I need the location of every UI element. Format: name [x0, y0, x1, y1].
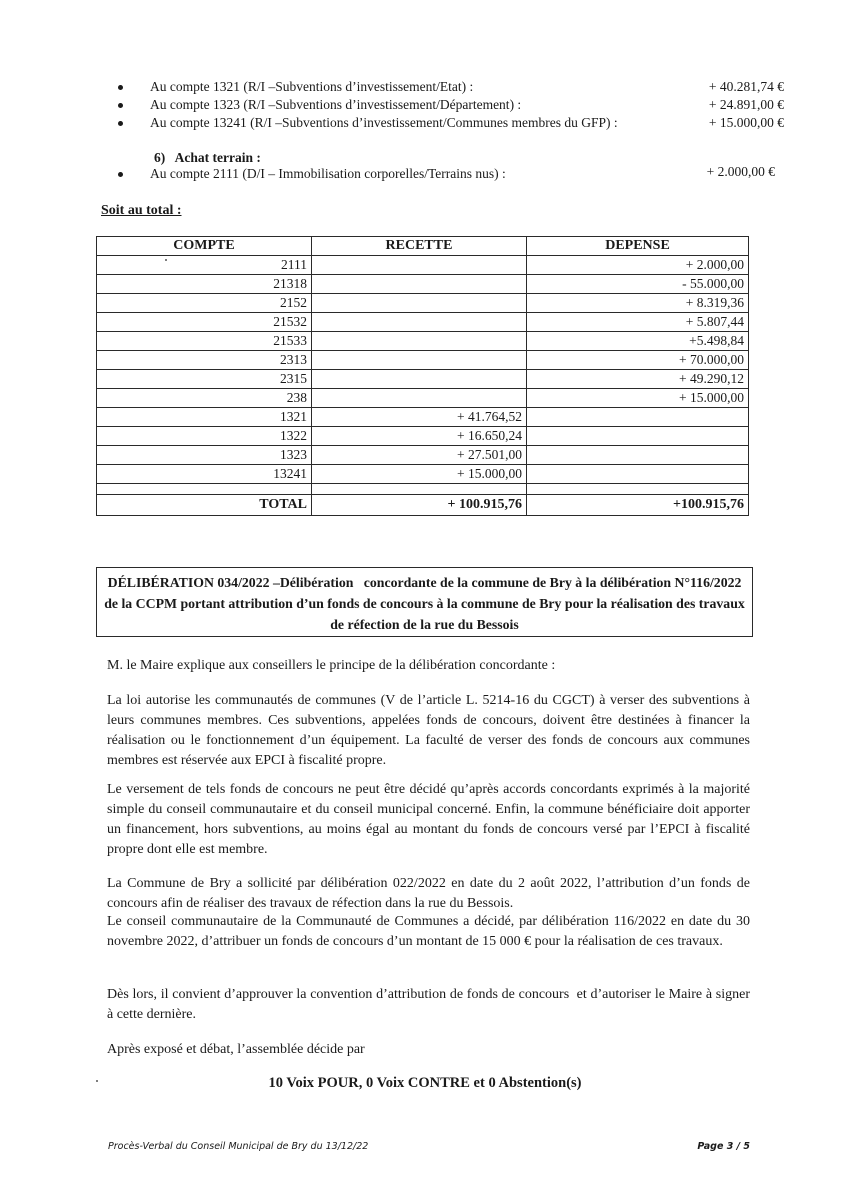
- cell-recette: + 41.764,52: [312, 408, 527, 427]
- paragraph-request: La Commune de Bry a sollicité par délibération 022/2022 en date du 2 août 2022, l’attribution d’un fonds de concours afin de réaliser des travaux de réfection dans la rue du Bessois.: [107, 876, 750, 911]
- cell-compte: 2152: [97, 294, 312, 313]
- cell-recette: + 16.650,24: [312, 427, 527, 446]
- cell-total-depense: +100.915,76: [527, 495, 749, 516]
- paragraph-conditions: Le versement de tels fonds de concours ne peut être décidé qu’après accords concordants exprimés à la majorité simple du conseil communautaire et du conseil municipal concerné. Enfin, la commune bénéficiaire doit apporter un financement, hors subventions, au moins égal au montant du fonds de concours versé par l’EPCI à fiscalité propre dont elle est membre.: [107, 782, 750, 857]
- account-text: Au compte 2111 (D/I – Immobilisation corporelles/Terrains nus) :: [150, 166, 506, 181]
- footer-document-title: Procès-Verbal du Conseil Municipal de Bry du 13/12/22: [108, 1141, 369, 1152]
- cell-depense: + 8.319,36: [527, 294, 749, 313]
- deliberation-title: DÉLIBÉRATION 034/2022 –Délibération concordante de la commune de Bry à la délibération N°116/2022 de la CCPM portant attribution d’un fonds de concours à la commune de Bry pour la réalisation des travaux de réfection de la rue du Bessois: [104, 575, 745, 632]
- cell-compte: 21533: [97, 332, 312, 351]
- deliberation-title-box: [96, 567, 753, 637]
- cell-recette: [312, 389, 527, 408]
- table-total-row: [97, 495, 749, 516]
- table-row: [97, 275, 749, 294]
- cell-total-label: TOTAL: [97, 495, 312, 516]
- cell-compte: 1323: [97, 446, 312, 465]
- cell-total-recette: + 100.915,76: [312, 495, 527, 516]
- table-row: [97, 332, 749, 351]
- table-row: [97, 408, 749, 427]
- cell-recette: + 15.000,00: [312, 465, 527, 484]
- cell-depense: [527, 427, 749, 446]
- cell-depense: + 49.290,12: [527, 370, 749, 389]
- total-heading: Soit au total :: [101, 203, 182, 218]
- header-compte: COMPTE: [97, 237, 312, 256]
- bullet-icon: [118, 103, 123, 108]
- account-amount-2111: + 2.000,00 €: [706, 164, 775, 179]
- table-row: [97, 446, 749, 465]
- account-text: Au compte 13241 (R/I –Subventions d’investissement/Communes membres du GFP) :: [150, 115, 618, 130]
- header-depense: DEPENSE: [527, 237, 749, 256]
- budget-summary-table: [96, 236, 749, 516]
- cell-depense: + 70.000,00: [527, 351, 749, 370]
- cell-depense: + 15.000,00: [527, 389, 749, 408]
- paragraph-decision: Le conseil communautaire de la Communauté de Communes a décidé, par délibération 116/2022 en date du 30 novembre 2022, d’attribuer un fonds de concours d’un montant de 15 000 € pour la réalisation de ces travaux.: [107, 914, 750, 949]
- account-text: Au compte 1321 (R/I –Subventions d’investissement/Etat) :: [150, 79, 474, 94]
- table-row: [97, 256, 749, 275]
- bullet-icon: [118, 121, 123, 126]
- paragraph-approval: Dès lors, il convient d’approuver la convention d’attribution de fonds de concours et d’autoriser le Maire à signer à cette dernière.: [107, 987, 750, 1022]
- cell-compte: 1321: [97, 408, 312, 427]
- table-row: [97, 427, 749, 446]
- table-row: [97, 294, 749, 313]
- cell-depense: + 5.807,44: [527, 313, 749, 332]
- cell-recette: [312, 332, 527, 351]
- cell-recette: [312, 370, 527, 389]
- cell-compte: 2313: [97, 351, 312, 370]
- cell-compte: 238: [97, 389, 312, 408]
- cell-recette: + 27.501,00: [312, 446, 527, 465]
- cell-depense: + 2.000,00: [527, 256, 749, 275]
- table-row: [97, 370, 749, 389]
- cell-recette: [312, 351, 527, 370]
- cell-compte: 2111: [97, 256, 312, 275]
- cell-compte: 2315: [97, 370, 312, 389]
- cell-recette: [312, 313, 527, 332]
- bullet-icon: [118, 85, 123, 90]
- cell-compte: 21318: [97, 275, 312, 294]
- vote-result: 10 Voix POUR, 0 Voix CONTRE et 0 Abstention(s): [268, 1075, 582, 1091]
- account-amount-1323: + 24.891,00 €: [708, 97, 784, 112]
- cell-depense: [527, 446, 749, 465]
- cell-depense: [527, 465, 749, 484]
- account-line-1323: [126, 97, 521, 113]
- footer-page-number: Page 3 / 5: [697, 1141, 750, 1152]
- header-recette: RECETTE: [312, 237, 527, 256]
- paragraph-intro: M. le Maire explique aux conseillers le principe de la délibération concordante :: [107, 658, 556, 673]
- cell-compte: 13241: [97, 465, 312, 484]
- cell-depense: +5.498,84: [527, 332, 749, 351]
- table-spacer-row: [97, 484, 749, 495]
- account-line-1321: [126, 79, 473, 95]
- cell-depense: [527, 408, 749, 427]
- cell-depense: - 55.000,00: [527, 275, 749, 294]
- cell-compte: 21532: [97, 313, 312, 332]
- cell-compte: 1322: [97, 427, 312, 446]
- account-line-2111: [126, 166, 506, 182]
- table-row: [97, 351, 749, 370]
- paragraph-legal-basis: La loi autorise les communautés de communes (V de l’article L. 5214-16 du CGCT) à verser des subventions à leurs communes membres. Ces subventions, appelées fonds de concours, doivent être destinées à financer la réalisation ou le fonctionnement d’un équipement. La faculté de verser des fonds de concours aux communes membres est réservée aux EPCI à fiscalité propre.: [107, 693, 750, 768]
- account-line-13241: [126, 115, 618, 131]
- account-amount-13241: + 15.000,00 €: [708, 115, 784, 130]
- cell-recette: [312, 275, 527, 294]
- section-heading-achat-terrain: 6) Achat terrain :: [154, 150, 261, 165]
- bullet-icon: [118, 172, 123, 177]
- cell-recette: [312, 256, 527, 275]
- table-row: [97, 465, 749, 484]
- table-header-row: [97, 237, 749, 256]
- table-row: [97, 313, 749, 332]
- account-amount-1321: + 40.281,74 €: [708, 79, 784, 94]
- paragraph-assembly: Après exposé et débat, l’assemblée décide par: [107, 1042, 365, 1057]
- account-text: Au compte 1323 (R/I –Subventions d’investissement/Département) :: [150, 97, 522, 112]
- scan-speck: [165, 259, 167, 261]
- cell-recette: [312, 294, 527, 313]
- table-row: [97, 389, 749, 408]
